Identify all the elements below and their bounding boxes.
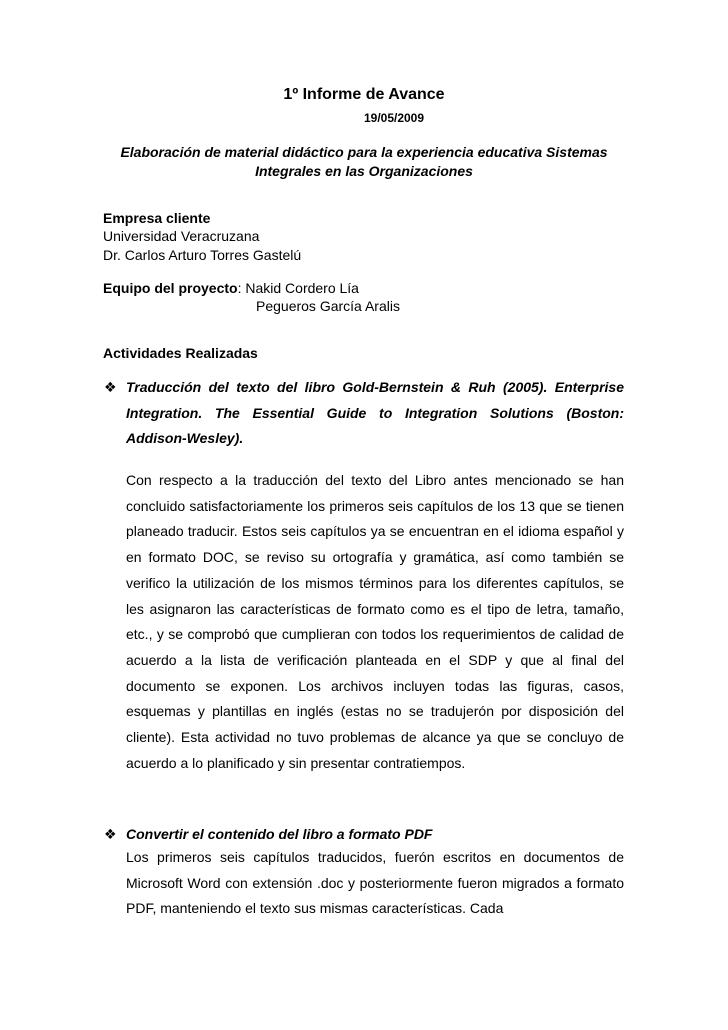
activity-2-body: Los primeros seis capítulos traducidos, fuerón escritos en documentos de Microsoft Word con extensión .doc y posteriormente fueron migrados a formato PDF, manteniendo el texto sus mismas características. Cada (126, 849, 624, 917)
bullet-diamond-icon: ❖ (104, 826, 117, 842)
report-title: 1º Informe de Avance (283, 86, 445, 103)
report-date: 19/05/2009 (363, 111, 425, 125)
bullet-diamond-icon: ❖ (104, 379, 117, 395)
team-separator: : (237, 280, 246, 296)
activity-2-title: Convertir el contenido del libro a formato PDF (126, 826, 433, 842)
team-line (103, 280, 359, 296)
team-label: Equipo del proyecto (103, 280, 238, 296)
activities-heading: Actividades Realizadas (103, 345, 258, 361)
team-member-2: Pegueros García Aralis (256, 298, 400, 314)
client-university: Universidad Veracruzana (103, 228, 260, 244)
client-label: Empresa cliente (103, 210, 211, 226)
activity-1-body: Con respecto a la traducción del texto del Libro antes mencionado se han concluido satisfactoriamente los primeros seis capítulos de los 13 que se tienen planeado traducir. Estos seis capítulos ya se encuentran en el idioma español y en formato DOC, se reviso su ortografía y gramática, así como también se verifico la utilización de los mismos términos para los diferentes capítulos, se les asignaron las características de formato como es el tipo de letra, tamaño, etc., y se comprobó que cumplieran con todos los requerimientos de calidad de acuerdo a la lista de verificación planteada en el SDP y que al final del documento se exponen. Los archivos incluyen todas las figuras, casos, esquemas y plantillas en inglés (estas no se tradujerón por disposición del cliente). Esta actividad no tuvo problemas de alcance ya que se concluyo de acuerdo a lo planificado y sin presentar contratiempos. (126, 472, 624, 771)
team-member-1: Nakid Cordero Lía (245, 280, 359, 296)
activity-1-title: Traducción del texto del libro Gold-Bernstein & Ruh (2005). Enterprise Integration. The Essential Guide to Integration Solutions (Boston: Addison-Wesley). (126, 379, 624, 446)
client-contact: Dr. Carlos Arturo Torres Gastelú (103, 247, 302, 263)
report-subtitle: Elaboración de material didáctico para la experiencia educativa Sistemas Integrales en las Organizaciones (120, 144, 608, 179)
